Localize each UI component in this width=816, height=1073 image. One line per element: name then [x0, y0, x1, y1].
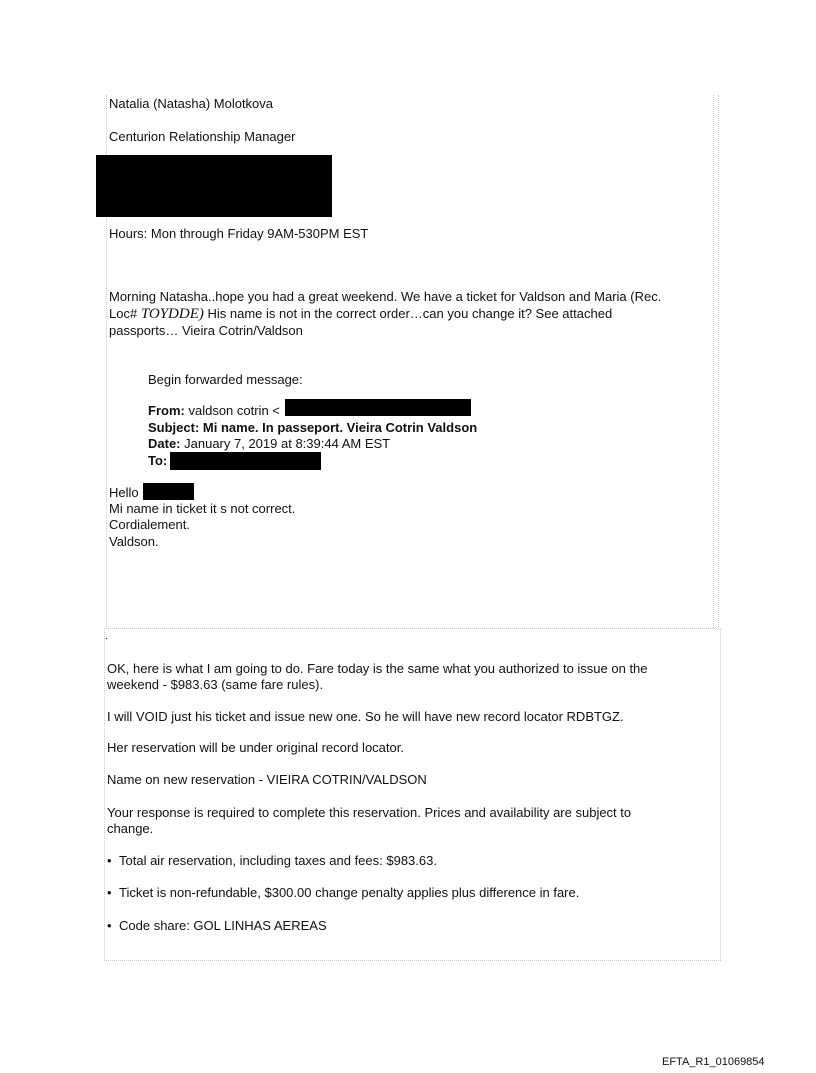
- bullet-icon: •: [107, 918, 112, 933]
- bullet-text: Total air reservation, including taxes and fees: $983.63.: [119, 853, 437, 868]
- bullet-icon: •: [107, 853, 112, 868]
- record-locator: TOYDDE): [140, 306, 204, 322]
- loc-suffix: His name is not in the correct order…can you change it? See attached: [203, 306, 613, 321]
- bullet-item: [107, 918, 327, 934]
- reply-paragraph-line: Your response is required to complete this reservation. Prices and availability are subject to: [107, 805, 632, 820]
- client-message-line: passports… Vieira Cotrin/Valdson: [109, 323, 303, 338]
- client-message-line: [109, 306, 612, 322]
- forwarded-date: [148, 436, 390, 452]
- reply-paragraph: Her reservation will be under original record locator.: [107, 740, 404, 755]
- document-id: EFTA_R1_01069854: [662, 1056, 765, 1068]
- bullet-icon: •: [107, 885, 112, 900]
- from-label: From:: [148, 403, 185, 418]
- forwarded-greeting: Hello: [109, 485, 139, 500]
- signature-name: Natalia (Natasha) Molotkova: [109, 96, 274, 111]
- reply-paragraph-line: change.: [107, 821, 154, 836]
- bullet-item: [107, 853, 437, 869]
- from-value: valdson cotrin <: [188, 403, 280, 418]
- redaction-block: [143, 483, 194, 500]
- bullet-item: [107, 885, 579, 901]
- bullet-text: Ticket is non-refundable, $300.00 change penalty applies plus difference in fare.: [119, 885, 580, 900]
- loc-prefix: Loc#: [109, 306, 141, 321]
- subject-value: Mi name. In passeport. Vieira Cotrin Valdson: [202, 420, 478, 435]
- reply-paragraph-line: OK, here is what I am going to do. Fare today is the same what you authorized to issue on the: [107, 661, 648, 676]
- signature-hours: Hours: Mon through Friday 9AM-530PM EST: [109, 226, 369, 241]
- forwarded-body-line: Valdson.: [109, 534, 159, 549]
- reply-paragraph: I will VOID just his ticket and issue new one. So he will have new record locator RDBTGZ.: [107, 709, 624, 724]
- forwarded-to: To:: [148, 453, 168, 468]
- date-label: Date:: [148, 436, 181, 451]
- forwarded-subject: [148, 420, 477, 436]
- redaction-block: [170, 452, 321, 470]
- signature-title: Centurion Relationship Manager: [109, 129, 296, 144]
- forwarded-from: [148, 403, 280, 419]
- forwarded-intro: Begin forwarded message:: [148, 372, 303, 387]
- reply-paragraph-line: weekend - $983.63 (same fare rules).: [107, 677, 324, 692]
- forwarded-body-line: Cordialement.: [109, 517, 190, 532]
- frame-divider: [713, 95, 714, 628]
- reply-paragraph: Name on new reservation - VIEIRA COTRIN/VALDSON: [107, 772, 427, 787]
- client-message-line: Morning Natasha..hope you had a great weekend. We have a ticket for Valdson and Maria (Rec.: [109, 289, 662, 304]
- date-value: January 7, 2019 at 8:39:44 AM EST: [184, 436, 391, 451]
- subject-label: Subject:: [148, 420, 200, 435]
- separator-dot: .: [105, 631, 108, 642]
- bullet-text: Code share: GOL LINHAS AEREAS: [119, 918, 327, 933]
- redaction-block: [96, 155, 332, 217]
- redaction-block: [285, 399, 471, 416]
- forwarded-body-line: Mi name in ticket it s not correct.: [109, 501, 296, 516]
